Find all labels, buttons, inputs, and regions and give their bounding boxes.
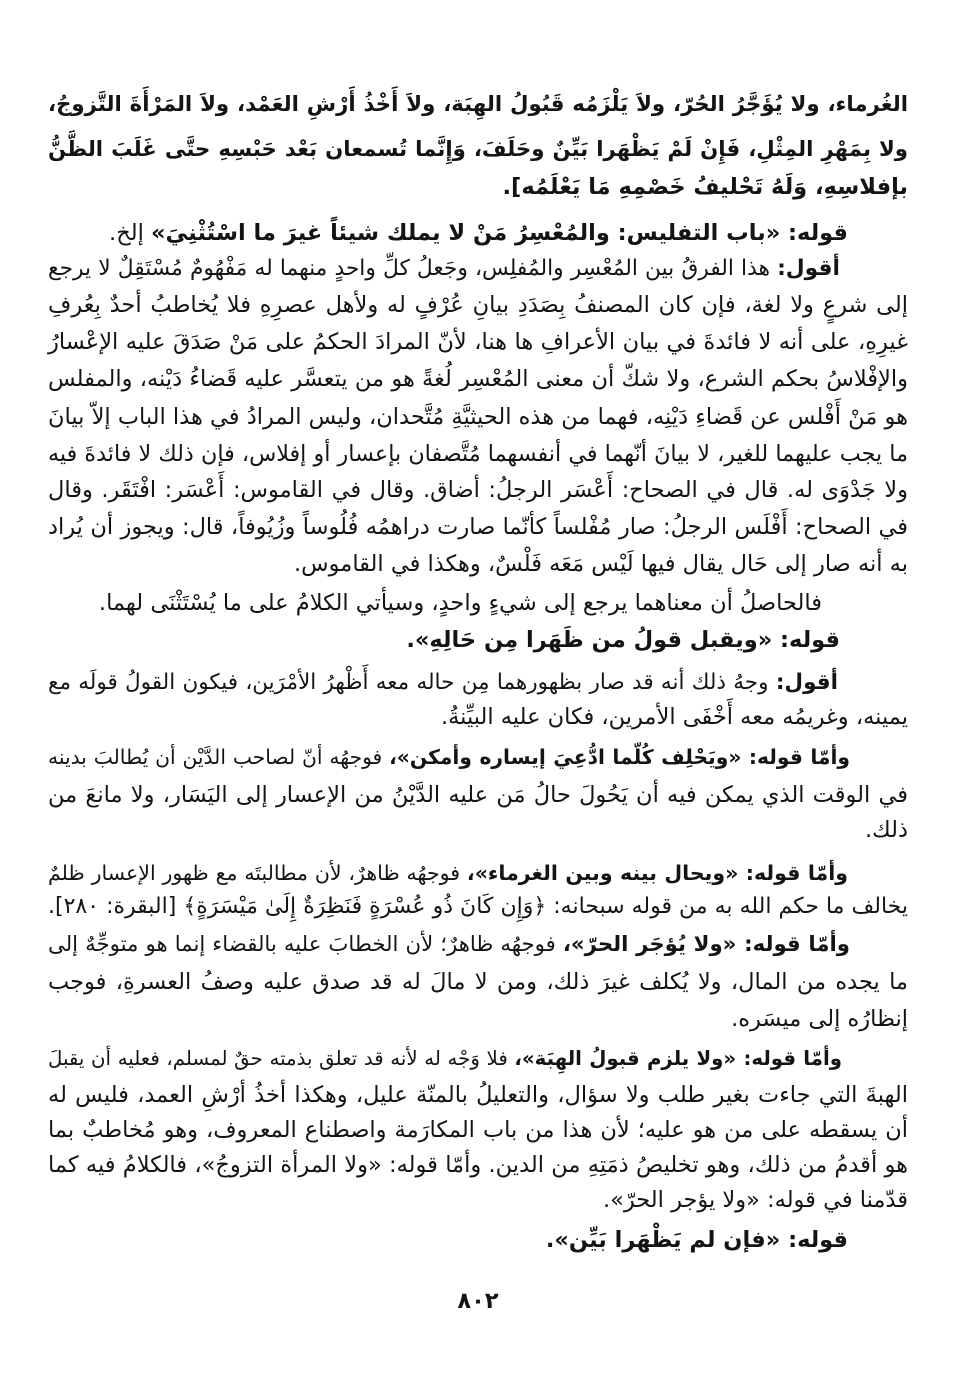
text-line [48, 510, 908, 544]
body-text: إنظارُه إلى ميسَره. [731, 1006, 908, 1032]
text-line [48, 856, 848, 890]
bold-text: قوله: «فإن لم يَظْهَرا بَيِّن». [545, 1227, 848, 1253]
text-line [48, 400, 908, 434]
text-line [48, 700, 908, 734]
bold-text: وأمّا قوله: «ولا يلزم قبولُ الهِبَة»، [514, 1047, 842, 1070]
body-text: فوجهُه ظاهرٌ، لأن مطالبتَه مع ظهور الإعسار ظلمٌ [48, 861, 467, 885]
body-text: فلا وَجْه له لأنه قد تعلق بذمته حقٌ لمسلم، فعليه أن يقبلَ [48, 1047, 515, 1070]
text-line [48, 623, 840, 657]
page-number: ٨٠٢ [457, 1288, 499, 1314]
body-text: غيرِهِ، على أنه لا فائدةَ في بيان الأعرافِ ها هنا، لأنّ المرادَ الحكمُ على مَنْ صَدَقَ عليه الإعْسارُ [48, 329, 908, 355]
body-text: فوجهُه ظاهرٌ؛ لأن الخطابَ عليه بالقضاء إنما هو متوجِّهٌ إلى [48, 932, 563, 957]
text-line [48, 170, 908, 204]
body-text: ما يجده من المال، ولا يُكلف غيرَ ذلك، ومن لا مالَ له قد صدق عليه وصفُ العسرةِ، فوجب [48, 969, 908, 995]
text-line [48, 473, 908, 507]
body-text: يمينه، وغريمُه معه أَخْفَى الأمرين، فكان عليه البيِّنةُ. [440, 704, 908, 730]
bold-text: وأمّا قوله: «ويحال بينه وبين الغرماء»، [466, 861, 849, 885]
body-text: يخالف ما حكم الله به من قوله سبحانه: ﴿وَإِن كَانَ ذُو عُسْرَةٍ فَنَظِرَةٌ إِلَىٰ مَيْسَرَةٍ﴾ [البقرة: ٢٨٠]. [48, 894, 908, 919]
bold-text: أقول: [777, 256, 840, 281]
body-text: ما يجب عليهما للغير، لا بيانَ أنّهما في أنفسهما مُتَّصفان بإعسار أو إفلاس، فإن ذلك لا فائدةَ فيه [48, 441, 908, 467]
body-text: قدّمنا في قوله: «ولا يؤجر الحرّ». [602, 1187, 908, 1213]
body-text: في الصحاح: أَفْلَس الرجلُ: صار مُفْلساً كأنّما صارت دراهمُه فُلُوساً وزُيُوفاً، قال: ويجوز أن يُراد [48, 514, 908, 540]
bold-text: أقول: [775, 670, 838, 695]
body-text: إلخ. [109, 220, 151, 246]
text-line [48, 928, 850, 962]
body-text: في الوقت الذي يمكن فيه أن يَحُولَ حالُ مَن عليه الدَّيْنُ من الإعسار إلى اليَسَار، ولا مانعَ من [48, 782, 908, 808]
text-line [48, 586, 822, 620]
text-line [48, 1078, 908, 1112]
text-line [48, 1183, 908, 1217]
bold-text: وأمّا قوله: «ويَحْلِف كُلّما ادُّعِيَ إيساره وأمكن»، [389, 745, 850, 769]
body-text: إلى شرعٍ ولا لغة، فإن كان المصنفُ بِصَدَدِ بيانِ عُرْفٍ له ولأهل عصرِهِ فلا يُخاطبُ أحدٌ بِعُرفِ [48, 292, 908, 318]
text-line [48, 288, 908, 322]
text-line [48, 1002, 908, 1036]
bold-text: قوله: «باب التفليس: والمُعْسِرُ مَنْ لا يملك شيئاً غيرَ ما اسْتُثْنِيَ» [150, 220, 848, 246]
text-line [48, 740, 850, 774]
text-line [48, 1148, 908, 1182]
body-text: فوجهُه أنّ لصاحب الدَّيْن أن يُطالبَ بدينه [48, 745, 390, 769]
body-text: الهبةَ التي جاءت بغير طلب ولا سؤال، والتعليلُ بالمنّة عليل، وهكذا أخذُ أرْشِ العمد، فليس له [48, 1082, 908, 1108]
text-line [48, 1042, 842, 1076]
text-line [48, 666, 838, 700]
body-text: ولا جَدْوَى له. قال في الصحاح: أَعْسَر الرجلُ: أضاق. وقال في القاموس: أَعْسَر: افْتَقَر. وقال [48, 477, 908, 503]
body-text: هذا الفرقُ بين المُعْسِر والمُفلِس، وجَعلُ كلِّ واحدٍ منهما له مَفْهُومٌ مُسْتَقِلٌ لا يرجع [48, 256, 778, 281]
bold-text: ولا بِمَهْرِ المِثْلِ، فَإِنْ لَمْ يَظْهَرا بَيِّنٌ وحَلَفَ، وَإِنَّما تُسمعان بَعْد حَبْسِهِ حتَّى غَلَبَ الظَّنُّ [48, 137, 908, 162]
text-line [48, 813, 908, 847]
text-line [48, 362, 908, 396]
body-text: ذلك. [865, 817, 908, 843]
body-text: فالحاصلُ أن معناهما يرجع إلى شيءٍ واحدٍ، وسيأتي الكلامُ على ما يُسْتَثْنَى لهما. [98, 590, 822, 616]
body-text: وجهُ ذلك أنه قد صار بظهورهما مِن حاله معه أَظْهرُ الأمْرَين، فيكون القولُ قولَه مع [48, 670, 776, 695]
text-line [48, 133, 908, 167]
text-line [48, 778, 908, 812]
bold-text: بإفلاسِهِ، وَلَهُ تَحْليفُ خَصْمِهِ مَا يَعْلَمُه]. [502, 174, 908, 200]
body-text: أن يسقطه على من هو عليه؛ لأن هذا من باب المكارَمة واصطناع المعروف، وهو مُخاطبٌ بما [48, 1117, 908, 1143]
body-text: به أنه صار إلى حَال يقال فيها لَيْس مَعَه فَلْسٌ، وهكذا في القاموس. [294, 551, 908, 577]
body-text: هو مَنْ أَفْلس عن قَضاءِ دَيْنِه، فهما من هذه الحيثيَّةِ مُتَّحدان، وليس المرادُ في هذا الباب إلاّ بيانَ [48, 404, 908, 430]
text-line [48, 1113, 908, 1147]
text-line [48, 325, 908, 359]
text-line [48, 965, 908, 999]
text-line [48, 547, 908, 581]
bold-text: وأمّا قوله: «ولا يُؤجَر الحرّ»، [562, 932, 850, 957]
text-line [48, 890, 908, 924]
bold-text: الغُرماء، ولا يُؤَجَّرُ الحُرّ، ولاَ يَلْزَمُه قَبُولُ الهِبَة، ولاَ أَخْذُ أَرْشِ العَمْد، ولاَ المَرْأَةَ التَّزوجُ، [48, 92, 908, 117]
body-text: والإفْلاسُ بحكم الشرع، ولا شكّ أن معنى المُعْسِر لُغةً هو من يتعسَّر عليه قَضاءُ دَيْنه، والمفلس [48, 366, 908, 392]
bold-text: قوله: «ويقبل قولُ من ظَهَرا مِن حَالِهِ». [406, 627, 840, 653]
text-line [48, 216, 848, 250]
text-line [48, 252, 840, 286]
body-text: هو أقدمُ من ذلك، وهو تخليصُ ذمَتِهِ من الدين. وأمّا قوله: «ولا المرأة التزوجُ»، فالكلامُ فيه كما [48, 1152, 908, 1178]
text-line [48, 437, 908, 471]
text-line [48, 1223, 848, 1257]
text-line [48, 88, 908, 122]
